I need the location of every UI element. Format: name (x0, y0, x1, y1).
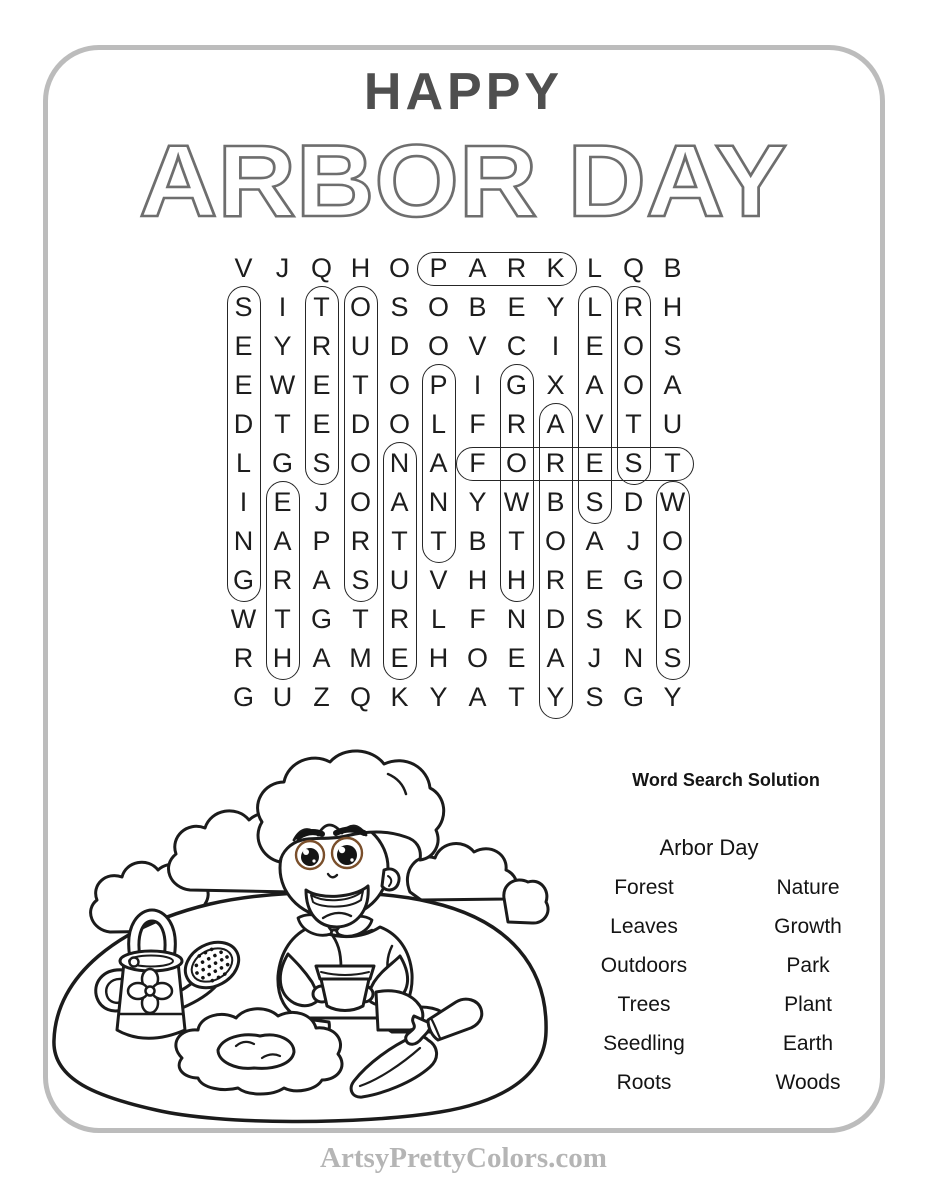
solution-word: Seedling (603, 1031, 685, 1055)
solution-word: Roots (616, 1070, 672, 1094)
grid-letter: U (662, 409, 683, 439)
grid-letter: G (232, 565, 254, 595)
grid-letter: A (390, 487, 409, 517)
grid-letter: B (468, 526, 487, 556)
grid-letter: T (313, 292, 330, 322)
grid-letter: H (506, 565, 527, 595)
grid-letter: G (505, 370, 527, 400)
grid-letter: D (233, 409, 254, 439)
grid-letter: W (659, 487, 686, 517)
mound-hole (218, 1035, 294, 1069)
boy-planting-illustration (40, 740, 560, 1140)
grid-letter: O (349, 487, 371, 517)
grid-letter: T (274, 409, 291, 439)
grid-letter: Y (546, 682, 565, 712)
grid-letter: K (624, 604, 643, 634)
grid-letter: H (428, 643, 449, 673)
grid-letter: A (468, 682, 487, 712)
grid-letter: U (350, 331, 371, 361)
solution-word-list (562, 868, 890, 1102)
grid-letter: P (429, 253, 448, 283)
grid-letter: V (585, 409, 604, 439)
bush-far-right (504, 880, 548, 923)
eyebrow-right (336, 830, 364, 834)
grid-letter: L (430, 604, 447, 634)
grid-letter: V (234, 253, 253, 283)
grid-letter: T (352, 604, 369, 634)
solution-featured-word: Arbor Day (659, 835, 759, 860)
grid-letter: E (585, 565, 604, 595)
grid-letter: W (230, 604, 257, 634)
grid-letter: L (235, 448, 252, 478)
grid-letter: T (430, 526, 447, 556)
grid-letter: T (391, 526, 408, 556)
grid-letter: S (624, 448, 643, 478)
grid-letter: P (312, 526, 331, 556)
grid-letter: H (467, 565, 488, 595)
eye-left (296, 841, 324, 869)
grid-letter: W (269, 370, 296, 400)
grid-letter: D (623, 487, 644, 517)
grid-letter: T (664, 448, 681, 478)
grid-letter: K (390, 682, 409, 712)
grid-letter: D (545, 604, 566, 634)
solution-word: Earth (782, 1031, 834, 1055)
grid-letter: O (388, 370, 410, 400)
grid-letter: O (622, 370, 644, 400)
grid-letter: R (506, 253, 527, 283)
grid-letter: A (468, 253, 487, 283)
grid-letter: T (508, 526, 525, 556)
grid-letter: A (273, 526, 292, 556)
grid-letter: O (661, 526, 683, 556)
grid-letter: K (546, 253, 565, 283)
grid-letter: A (312, 565, 331, 595)
solution-word: Nature (776, 875, 840, 899)
solution-words-right-column (726, 868, 890, 1102)
grid-letter: O (388, 409, 410, 439)
solution-word: Park (786, 953, 830, 977)
grid-letter: T (274, 604, 291, 634)
grid-letter: R (389, 604, 410, 634)
grid-letter: E (507, 292, 526, 322)
grid-letter: A (585, 526, 604, 556)
grid-letter: R (272, 565, 293, 595)
grid-letter: E (507, 643, 526, 673)
grid-letter: O (505, 448, 527, 478)
grid-letter: T (352, 370, 369, 400)
grid-letter: O (622, 331, 644, 361)
solution-word: Trees (617, 992, 671, 1016)
grid-letter: N (389, 448, 410, 478)
grid-letter: S (585, 682, 604, 712)
site-credit: ArtsyPrettyColors.com (320, 1142, 607, 1174)
grid-letter: E (585, 448, 604, 478)
grid-letter: Q (349, 682, 371, 712)
grid-letter: Y (546, 292, 565, 322)
grid-letter: A (546, 409, 565, 439)
grid-letter: I (551, 331, 560, 361)
grid-letter: I (278, 292, 287, 322)
grid-letter: G (622, 565, 644, 595)
grid-letter: E (312, 370, 331, 400)
grid-letter: O (427, 292, 449, 322)
grid-letter: T (625, 409, 642, 439)
grid-letter: B (546, 487, 565, 517)
grid-letter: D (662, 604, 683, 634)
grid-letter: O (388, 253, 410, 283)
grid-letter: N (506, 604, 527, 634)
grid-letter: Y (273, 331, 292, 361)
grid-letter: E (273, 487, 292, 517)
grid-letter: M (349, 643, 372, 673)
grid-letter: O (544, 526, 566, 556)
grid-letter: R (350, 526, 371, 556)
grid-letter: R (311, 331, 332, 361)
grid-letter: P (429, 370, 448, 400)
grid-letter: D (389, 331, 410, 361)
solution-heading: Word Search Solution (632, 770, 820, 790)
grid-letter: C (506, 331, 527, 361)
grid-letter: V (468, 331, 487, 361)
grid-letter: Q (310, 253, 332, 283)
solution-word: Plant (784, 992, 832, 1016)
grid-letter: R (623, 292, 644, 322)
grid-letter: T (508, 682, 525, 712)
grid-letter: W (503, 487, 530, 517)
grid-letter: S (663, 331, 682, 361)
grid-letter: B (468, 292, 487, 322)
grid-letter: F (469, 604, 486, 634)
grid-letter: F (469, 409, 486, 439)
grid-letter: Y (429, 682, 448, 712)
grid-letter: L (430, 409, 447, 439)
grid-letter: O (427, 331, 449, 361)
grid-letter: F (469, 448, 486, 478)
grid-letter: J (275, 253, 290, 283)
grid-letter: O (349, 292, 371, 322)
grid-letter: R (545, 448, 566, 478)
grid-letter: E (585, 331, 604, 361)
solution-panel (562, 768, 890, 1102)
page-title-arbor-day (95, 124, 832, 240)
page-title-happy: HAPPY (363, 63, 564, 121)
grid-letter: A (312, 643, 331, 673)
solution-word: Growth (774, 914, 842, 938)
grid-letter: A (546, 643, 565, 673)
grid-letter: J (314, 487, 329, 517)
grid-letter: B (663, 253, 682, 283)
grid-letter: Q (622, 253, 644, 283)
grid-letter: X (546, 370, 565, 400)
grid-letter: E (234, 370, 253, 400)
eye-right (332, 838, 362, 868)
grid-letter: G (310, 604, 332, 634)
grid-letter: S (585, 604, 604, 634)
arbor-day-bubble-text: ARBOR DAY (139, 124, 787, 238)
grid-letter: S (390, 292, 409, 322)
grid-letter: U (272, 682, 293, 712)
solution-word: Leaves (610, 914, 678, 938)
handle-rivet (130, 958, 139, 967)
solution-word: Outdoors (600, 953, 688, 977)
grid-letter: N (623, 643, 644, 673)
grid-letter: U (389, 565, 410, 595)
grid-letter: E (390, 643, 409, 673)
solution-words-left-column (562, 868, 726, 1102)
grid-letter: A (585, 370, 604, 400)
grid-letter: Y (468, 487, 487, 517)
grid-letter: R (233, 643, 254, 673)
grid-letter: A (429, 448, 448, 478)
grid-letter: E (312, 409, 331, 439)
solution-word: Forest (614, 875, 674, 899)
grid-letter: H (350, 253, 371, 283)
grid-letter: Y (663, 682, 682, 712)
grid-letter: L (586, 253, 603, 283)
grid-letter: D (350, 409, 371, 439)
grid-letter: S (585, 487, 604, 517)
grid-letter: G (271, 448, 293, 478)
grid-letter: O (349, 448, 371, 478)
grid-letter: S (351, 565, 370, 595)
grid-letter: N (233, 526, 254, 556)
grid-letter: G (232, 682, 254, 712)
grid-letter: O (466, 643, 488, 673)
grid-letter: G (622, 682, 644, 712)
grid-letter: J (626, 526, 641, 556)
grid-letter: O (661, 565, 683, 595)
grid-letter: V (429, 565, 448, 595)
grid-letter: E (234, 331, 253, 361)
word-search-grid (224, 249, 692, 717)
grid-letter: I (239, 487, 248, 517)
grid-letter: R (506, 409, 527, 439)
grid-letter: R (545, 565, 566, 595)
grid-letter: H (272, 643, 293, 673)
grid-letter: L (586, 292, 603, 322)
solution-word: Woods (775, 1070, 841, 1094)
grid-letter: I (473, 370, 482, 400)
grid-letter: J (587, 643, 602, 673)
grid-letter: S (663, 643, 682, 673)
grid-letter: A (663, 370, 682, 400)
plant-pot-body (321, 979, 369, 1011)
grid-letter: S (234, 292, 253, 322)
grid-letter: Z (313, 682, 330, 712)
grid-letter: S (312, 448, 331, 478)
grid-letter: N (428, 487, 449, 517)
grid-letter: H (662, 292, 683, 322)
